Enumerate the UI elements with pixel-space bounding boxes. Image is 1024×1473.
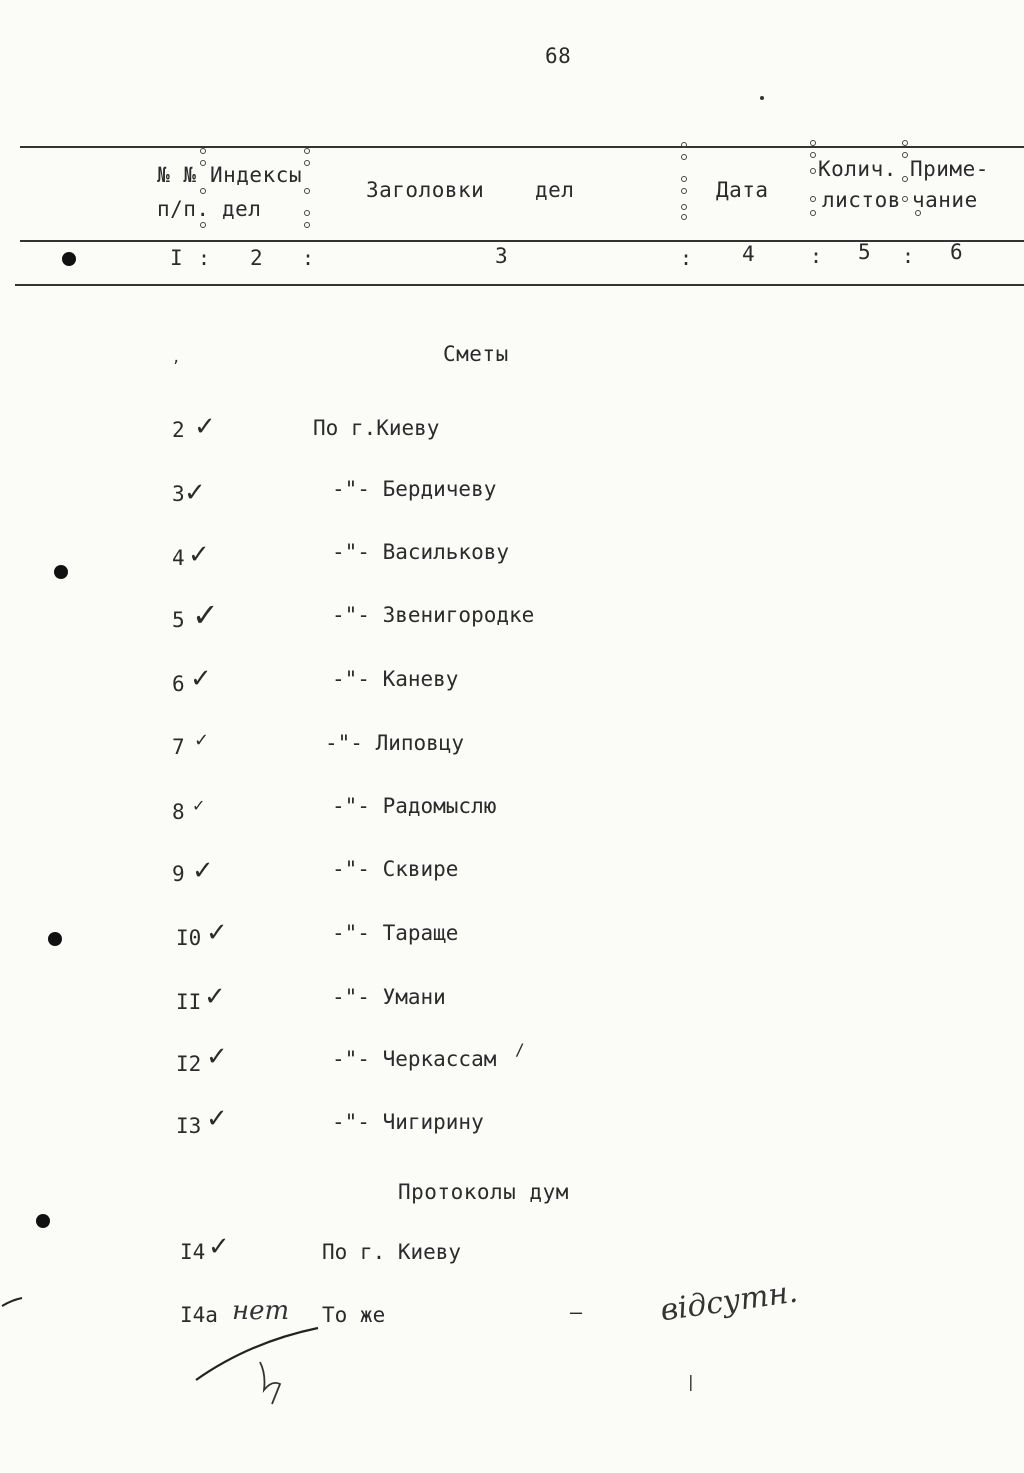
column-number-5: 5: [858, 240, 872, 264]
column-number-separator: :: [302, 246, 315, 270]
case-number: 5: [172, 608, 185, 632]
case-title: -"- Звенигородке: [332, 603, 535, 627]
separator-dot: [902, 176, 908, 182]
separator-dot: [810, 140, 816, 146]
header-col1-line2: п/п.: [157, 197, 210, 221]
separator-dot: [200, 148, 206, 154]
case-number: 7: [172, 735, 185, 759]
ink-speck: [760, 96, 764, 100]
separator-dot: [304, 148, 310, 154]
separator-dot: [681, 204, 687, 210]
checkmark-icon: ✓: [206, 1042, 228, 1072]
header-col2-line1: Индексы: [210, 163, 303, 187]
case-title: По г.Киеву: [313, 416, 440, 440]
column-number-6: 6: [950, 240, 964, 264]
case-title: -"- Каневу: [332, 667, 459, 691]
column-number-4: 4: [742, 242, 756, 266]
separator-dot: [810, 152, 816, 158]
case-number: 4: [172, 546, 185, 570]
separator-dot: [902, 196, 908, 202]
header-col2-line2: дел: [222, 197, 262, 221]
separator-dot: [681, 154, 687, 160]
punch-hole: [36, 1214, 50, 1228]
punch-hole: [62, 252, 76, 266]
ink-speck: |: [686, 1372, 696, 1391]
case-number: II: [176, 990, 202, 1014]
case-title: -"- Таращe: [332, 921, 459, 945]
column-number-2: 2: [250, 246, 264, 270]
separator-dot: [200, 222, 206, 228]
case-title: -"- Бердичеву: [332, 477, 497, 501]
separator-dot: [915, 210, 921, 216]
column-number-3: 3: [495, 244, 509, 268]
separator-dot: [304, 188, 310, 194]
case-title: -"- Липовцу: [325, 731, 465, 755]
case-title: -"- Чигирину: [332, 1110, 484, 1134]
separator-dot: [200, 188, 206, 194]
separator-dot: [681, 214, 687, 220]
separator-dot: [304, 222, 310, 228]
column-number-separator: :: [680, 246, 693, 270]
column-number-1: I: [170, 246, 184, 270]
case-number: 2: [172, 418, 185, 442]
case-number: I4а: [180, 1303, 218, 1327]
case-title: -"- Умани: [332, 985, 446, 1009]
checkmark-icon: ✓: [204, 982, 226, 1012]
case-title: -"- Радомыслю: [332, 794, 497, 818]
checkmark-icon: ✓: [192, 796, 206, 815]
case-number: I4: [180, 1240, 206, 1264]
separator-dot: [681, 188, 687, 194]
separator-dot: [681, 176, 687, 182]
checkmark-icon: ✓: [192, 596, 219, 634]
checkmark-icon: ✓: [206, 918, 228, 948]
case-number: I3: [176, 1114, 202, 1138]
case-title: -"- Василькову: [332, 540, 510, 564]
header-col6-line1: Приме-: [910, 157, 989, 181]
handwritten-note: нет: [232, 1296, 290, 1326]
case-title: То же: [322, 1303, 386, 1327]
separator-dot: [902, 140, 908, 146]
separator-dot: [200, 160, 206, 166]
checkmark-icon: ✓: [206, 1104, 228, 1134]
header-col3-title-a: Заголовки: [366, 178, 485, 202]
separator-dot: [810, 168, 816, 174]
column-number-separator: :: [810, 244, 823, 268]
case-title: -"- Сквире: [332, 857, 459, 881]
case-number: 8: [172, 800, 185, 824]
header-col6-line2: чание: [912, 188, 978, 212]
case-number: 9: [172, 862, 185, 886]
section-title: Сметы: [443, 342, 509, 366]
case-title: По г. Киеву: [322, 1240, 462, 1264]
handwritten-note: відсутн.: [658, 1274, 800, 1329]
header-col5-line1: Колич.: [818, 157, 897, 181]
separator-dot: [810, 196, 816, 202]
separator-dot: [810, 210, 816, 216]
punch-hole: [54, 565, 68, 579]
header-col3-title-b: дел: [535, 178, 575, 202]
checkmark-icon: ✓: [190, 664, 212, 694]
header-top-rule: [20, 146, 1024, 148]
case-number: 6: [172, 672, 185, 696]
case-number: I2: [176, 1052, 202, 1076]
case-number: I0: [176, 926, 202, 950]
header-col5-line2: листов: [822, 188, 901, 212]
header-mid-rule: [20, 240, 1024, 242]
section-title: Протоколы дум: [398, 1180, 569, 1204]
checkmark-icon: ✓: [194, 730, 210, 751]
checkmark-icon: ✓: [208, 1232, 230, 1262]
header-col4-title: Дата: [716, 178, 769, 202]
ink-speck: ,: [172, 350, 181, 366]
checkmark-icon: ✓: [188, 540, 210, 570]
checkmark-icon: ✓: [184, 478, 206, 508]
checkmark-icon: ✓: [194, 412, 216, 442]
header-col1-line1: № №: [157, 163, 197, 187]
dash-mark: –: [570, 1300, 583, 1324]
column-number-separator: :: [198, 246, 211, 270]
case-title: -"- Черкассам: [332, 1047, 497, 1071]
pen-strokes: [0, 1280, 340, 1410]
separator-dot: [681, 142, 687, 148]
header-bottom-rule: [15, 284, 1024, 286]
separator-dot: [304, 210, 310, 216]
checkmark-icon: ✓: [192, 856, 214, 886]
ink-speck: /: [515, 1040, 525, 1059]
column-number-separator: :: [902, 244, 915, 268]
punch-hole: [48, 932, 62, 946]
separator-dot: [902, 152, 908, 158]
separator-dot: [304, 160, 310, 166]
page-number: 68: [545, 44, 572, 68]
case-number: 3: [172, 482, 185, 506]
